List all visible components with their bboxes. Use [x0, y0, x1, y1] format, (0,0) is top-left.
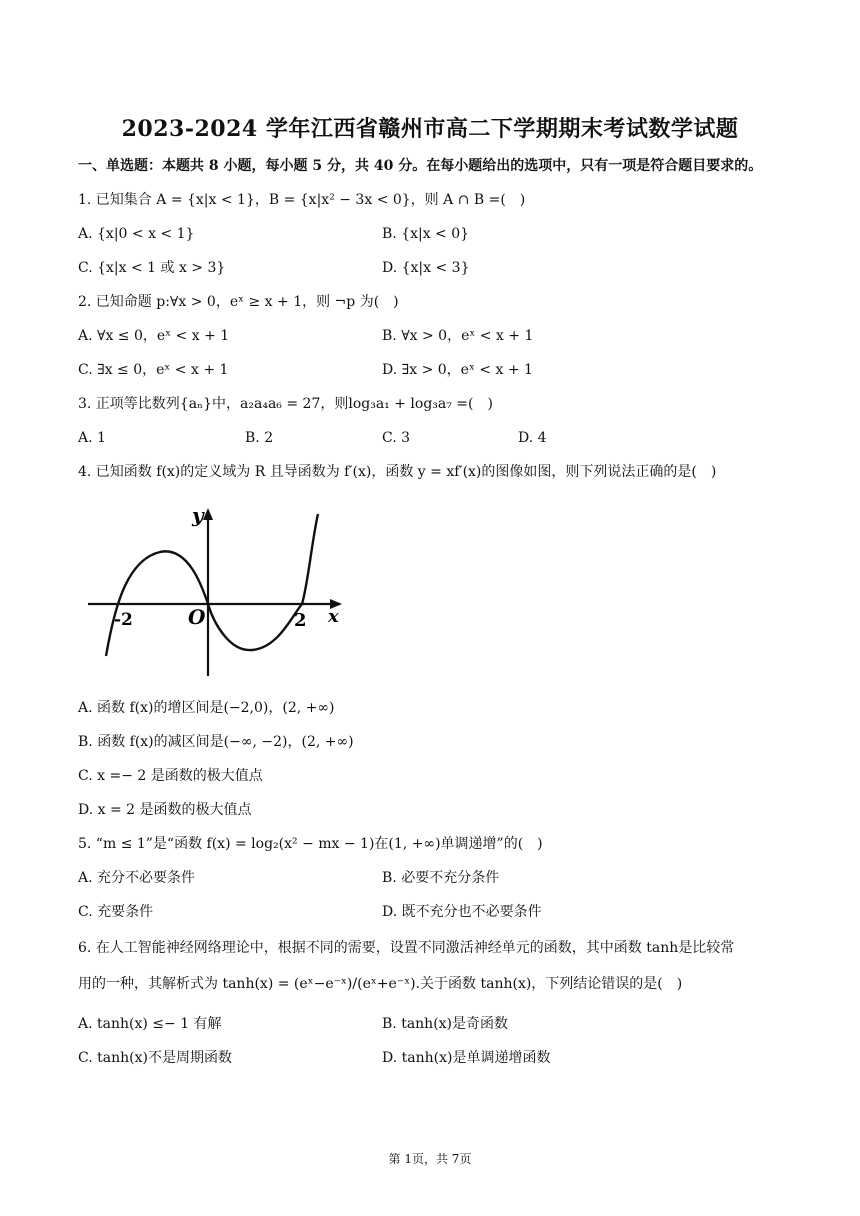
y-axis-arrow-icon: [203, 508, 213, 520]
q5-option-c: C. 充要条件: [78, 904, 154, 920]
q3-option-c: C. 3: [382, 430, 411, 446]
q6-option-d: D. tanh(x)是单调递增函数: [382, 1050, 551, 1066]
page-footer: 第 1页，共 7页: [388, 1152, 472, 1166]
q4-option-b: B. 函数 f(x)的减区间是(−∞, −2)，(2, +∞): [78, 734, 354, 750]
q5-option-b: B. 必要不充分条件: [382, 870, 500, 886]
question-5-stem: 5. “m ≤ 1”是“函数 f(x) = log₂(x² − mx − 1)在(1, +∞)单调递增”的( ): [78, 836, 543, 852]
q1-option-d: D. {x|x < 3}: [382, 260, 470, 276]
label-y: y: [192, 503, 204, 527]
question-3-stem: 3. 正项等比数列{aₙ}中，a₂a₄a₆ = 27，则log₃a₁ + log₃a₇ =( ): [78, 396, 493, 412]
label-pos2: 2: [294, 610, 307, 631]
question-6-stem: 6. 在人工智能神经网络理论中，根据不同的需要，设置不同激活神经单元的函数，其中函数 tanh是比较常: [78, 940, 735, 956]
q6-option-a: A. tanh(x) ≤− 1 有解: [78, 1016, 222, 1032]
q1-option-b: B. {x|x < 0}: [382, 226, 470, 242]
q1-option-a: A. {x|0 < x < 1}: [78, 226, 195, 242]
q5-option-a: A. 充分不必要条件: [78, 870, 196, 886]
curve: [106, 514, 318, 656]
label-origin: O: [188, 605, 206, 629]
q3-option-a: A. 1: [78, 430, 106, 446]
question-6-stem-continued: 用的一种，其解析式为 tanh(x) = (eˣ−e⁻ˣ)/(eˣ+e⁻ˣ).关于函数 tanh(x)，下列结论错误的是( ): [78, 976, 683, 992]
q4-option-c: C. x =− 2 是函数的极大值点: [78, 768, 263, 784]
q4-option-d: D. x = 2 是函数的极大值点: [78, 802, 252, 818]
q2-option-d: D. ∃x > 0，eˣ < x + 1: [382, 362, 533, 378]
question-1-stem: 1. 已知集合 A = {x|x < 1}，B = {x|x² − 3x < 0}，则 A ∩ B =( ): [78, 192, 526, 208]
label-neg2: -2: [114, 610, 133, 630]
q5-option-d: D. 既不充分也不必要条件: [382, 904, 542, 920]
q2-option-b: B. ∀x > 0，eˣ < x + 1: [382, 328, 534, 344]
label-x: x: [328, 606, 339, 627]
q3-option-d: D. 4: [518, 430, 547, 446]
section-heading: 一、单选题：本题共 8 小题，每小题 5 分，共 40 分。在每小题给出的选项中，只有一项是符合题目要求的。: [78, 158, 763, 174]
q2-option-a: A. ∀x ≤ 0，eˣ < x + 1: [78, 328, 230, 344]
q2-option-c: C. ∃x ≤ 0，eˣ < x + 1: [78, 362, 229, 378]
q6-option-b: B. tanh(x)是奇函数: [382, 1016, 509, 1032]
q4-option-a: A. 函数 f(x)的增区间是(−2,0)，(2, +∞): [78, 700, 335, 716]
function-graph: [80, 500, 350, 680]
q6-option-c: C. tanh(x)不是周期函数: [78, 1050, 232, 1066]
q1-option-c: C. {x|x < 1 或 x > 3}: [78, 260, 226, 276]
question-2-stem: 2. 已知命题 p:∀x > 0，eˣ ≥ x + 1，则 ¬p 为( ): [78, 294, 399, 310]
q3-option-b: B. 2: [245, 430, 274, 446]
page-title: 2023-2024 学年江西省赣州市高二下学期期末考试数学试题: [121, 116, 739, 142]
question-4-stem: 4. 已知函数 f(x)的定义域为 R 且导函数为 f′(x)，函数 y = xf′(x)的图像如图，则下列说法正确的是( ): [78, 464, 717, 480]
